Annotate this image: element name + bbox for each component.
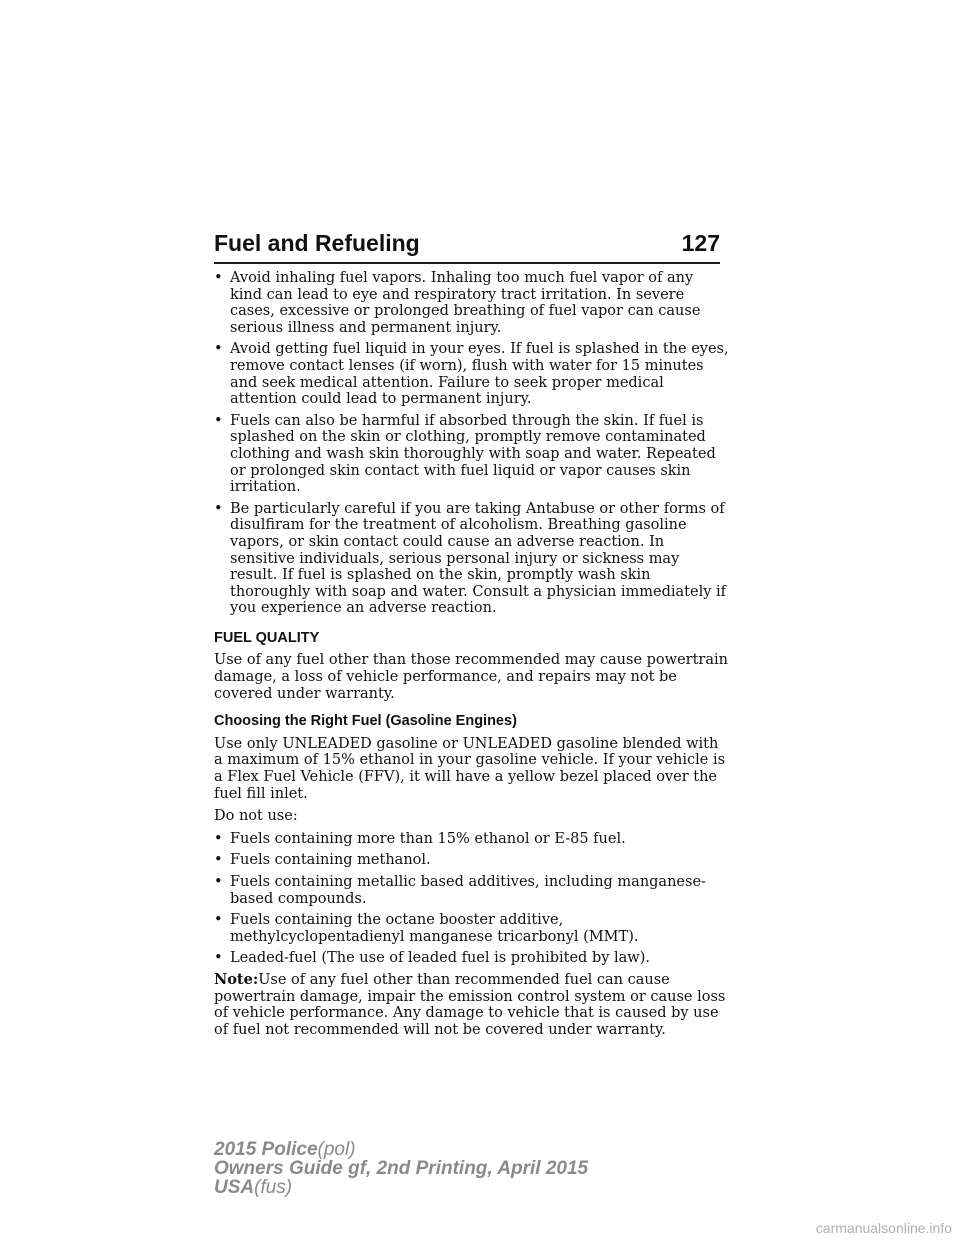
list-item-text: Be particularly careful if you are taking Antabuse or other forms of disulfiram for the treatment of alcoholism. Breathing gasoline vapors, or skin contact could cause an adverse reaction. In sensitive individuals, serious personal injury or sickness may result. If fuel is splashed on the skin, promptly wash skin thoroughly with soap and water. Consult a physician immediately if you experience an adverse reaction. (230, 500, 727, 617)
page-footer (214, 1140, 588, 1197)
list-item-text: Fuels containing more than 15% ethanol or E-85 fuel. (230, 830, 626, 847)
bullet-icon: • (214, 950, 223, 967)
list-item (214, 852, 729, 869)
footer-market-code: (fus) (254, 1177, 293, 1198)
right-fuel-heading: Choosing the Right Fuel (Gasoline Engines) (214, 713, 517, 730)
note-paragraph (214, 972, 729, 1038)
list-item (214, 912, 729, 945)
footer-model: 2015 Police (214, 1139, 318, 1160)
bullet-icon: • (214, 912, 223, 929)
bullet-icon: • (214, 874, 223, 890)
footer-line-market (214, 1178, 588, 1197)
bullet-icon: • (214, 412, 223, 429)
list-item-text: Fuels containing methanol. (230, 852, 431, 869)
right-fuel-text: Use only UNLEADED gasoline or UNLEADED gasoline blended with a maximum of 15% ethanol in your gasoline vehicle. If your vehicle is a Flex Fuel Vehicle (FFV), it will have a yellow bezel placed over the fuel fill inlet. (214, 735, 726, 802)
page-content (214, 270, 729, 1044)
bullet-icon: • (214, 830, 223, 847)
page-number: 127 (681, 230, 720, 256)
note-text: Use of any fuel other than recommended fuel can cause powertrain damage, impair the emission control system or cause loss of vehicle performance. Any damage to vehicle that is caused by use of fuel not recommended will not be covered under warranty. (214, 971, 726, 1038)
do-not-use-label: Do not use: (214, 808, 298, 825)
list-item (214, 270, 729, 336)
note-label: Note: (214, 970, 259, 988)
bullet-icon: • (214, 270, 223, 286)
page-header (214, 228, 720, 264)
list-item (214, 831, 729, 848)
list-item (214, 341, 729, 407)
fuel-quality-text: Use of any fuel other than those recommended may cause powertrain damage, a loss of vehicle performance, and repairs may not be covered under warranty. (214, 652, 728, 702)
list-item-text: Leaded-fuel (The use of leaded fuel is prohibited by law). (230, 950, 650, 967)
list-item (214, 501, 729, 617)
list-item-text: Avoid inhaling fuel vapors. Inhaling too much fuel vapor of any kind can lead to eye and respiratory tract irritation. In severe cases, excessive or prolonged breathing of fuel vapor can cause serious illness and permanent injury. (230, 270, 701, 336)
bullet-icon: • (214, 852, 223, 869)
list-item-text: Fuels can also be harmful if absorbed through the skin. If fuel is splashed on the skin or clothing, promptly remove contaminated clothing and wash skin thoroughly with soap and water. Repeated or prolonged skin contact with fuel liquid or vapor causes skin irritation. (230, 412, 716, 496)
section-title: Fuel and Refueling (214, 230, 420, 256)
list-item (214, 413, 729, 496)
footer-model-code: (pol) (317, 1139, 356, 1160)
footer-line-model (214, 1140, 588, 1159)
list-item-text: Fuels containing metallic based additives, including manganese-based compounds. (230, 874, 706, 907)
fuel-quality-heading: FUEL QUALITY (214, 629, 320, 646)
list-item (214, 874, 729, 907)
footer-line-guide: Owners Guide gf, 2nd Printing, April 2015 (214, 1158, 589, 1179)
bullet-icon: • (214, 341, 223, 358)
list-item-text: Fuels containing the octane booster additive, methylcyclopentadienyl manganese tricarbonyl (MMT). (230, 912, 639, 945)
list-item-text: Avoid getting fuel liquid in your eyes. If fuel is splashed in the eyes, remove contact lenses (if worn), flush with water for 15 minutes and seek medical attention. Failure to seek proper medical attention could lead to permanent injury. (230, 341, 729, 408)
footer-market: USA (214, 1177, 255, 1198)
bullet-icon: • (214, 500, 223, 517)
watermark: carmanualsonline.info (815, 1220, 952, 1236)
list-item (214, 950, 729, 967)
